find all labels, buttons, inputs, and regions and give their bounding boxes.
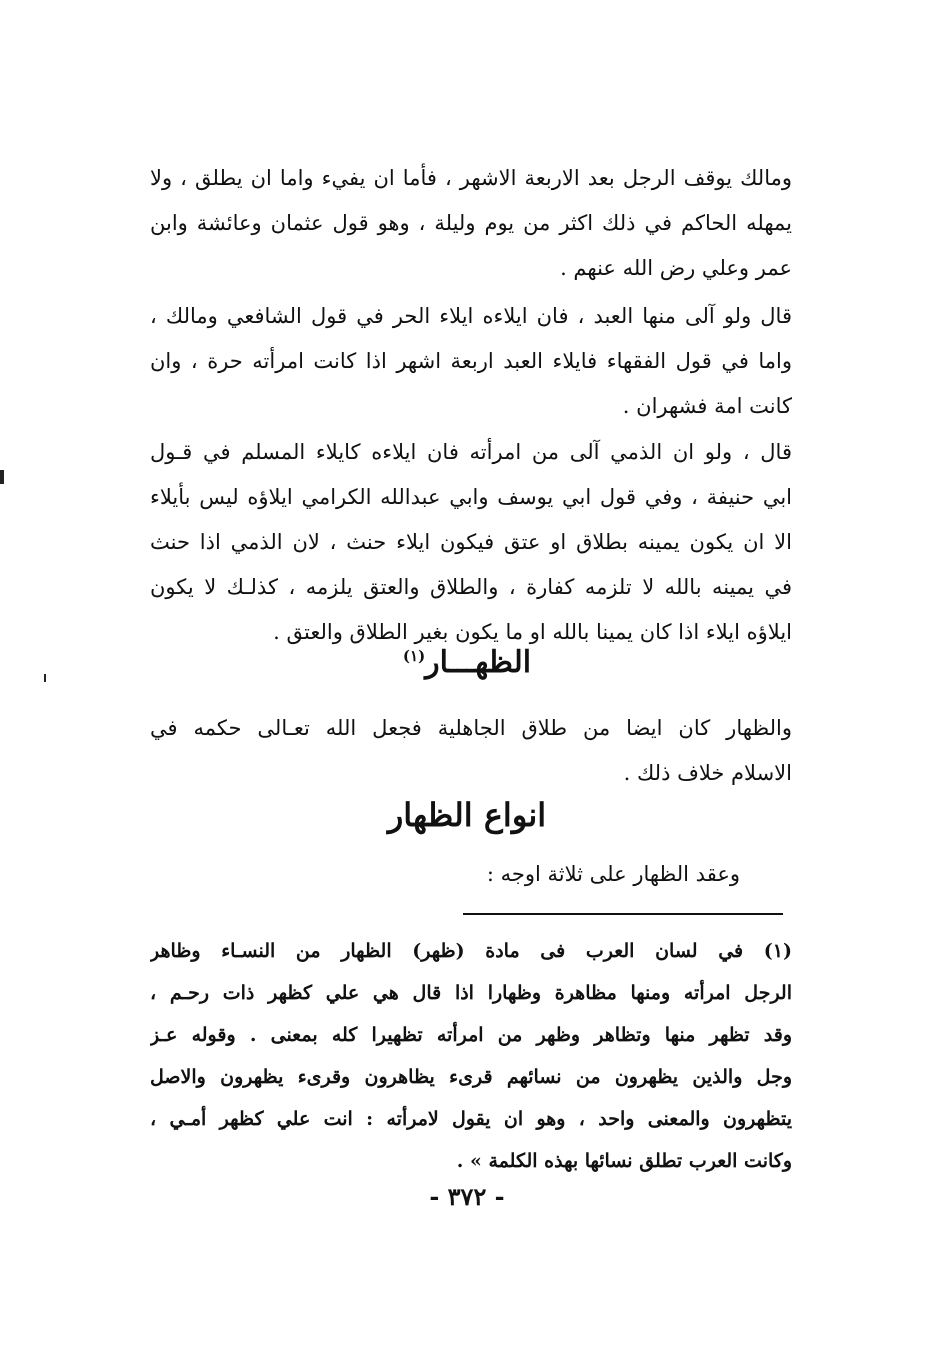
paragraph-line: ومالك يوقف الرجل بعد الاربعة الاشهر ، فأما ان يفيء واما ان يطلق ، ولا	[150, 166, 792, 190]
scan-mark	[44, 674, 46, 682]
paragraph-line: واما في قول الفقهاء فايلاء العبد اربعة اشهر اذا كانت امرأته حرة ، وان	[150, 349, 792, 373]
types-heading	[0, 796, 934, 834]
paragraph-4	[150, 706, 792, 796]
scan-mark	[0, 470, 4, 484]
footnote-ref: (١)	[402, 647, 426, 665]
paragraph-2	[150, 294, 792, 429]
footnote	[150, 930, 792, 1182]
paragraph-line: ابي حنيفة ، وفي قول ابي يوسف وابي عبدالله الكرامي ايلاؤه ليس بأيلاء	[150, 485, 792, 509]
paragraph-line: عمر وعلي رض الله عنهم .	[560, 256, 792, 280]
paragraph-3	[150, 430, 792, 655]
paragraph-line: كانت امة فشهران .	[622, 394, 792, 418]
paragraph-1	[150, 156, 792, 291]
footnote-line: وكانت العرب تطلق نسائها بهذه الكلمة » .	[456, 1150, 792, 1172]
footnote-line: (١) في لسان العرب فى مادة (ظهر) الظهار من النسـاء وظاهر	[150, 940, 792, 962]
paragraph-line: الا ان يكون يمينه بطلاق او عتق فيكون ايلاء حنث ، لان الذمي اذا حنث	[150, 530, 792, 554]
page-number: - ٣٧٢ -	[429, 1182, 505, 1211]
types-title: انواع الظهار	[387, 796, 547, 834]
paragraph-line: في يمينه بالله لا تلزمه كفارة ، والطلاق والعتق يلزمه ، كذلـك لا يكون	[150, 575, 792, 599]
paragraph-line: الاسلام خلاف ذلك .	[623, 761, 792, 785]
paragraph-5	[150, 852, 792, 897]
paragraph-line: ايلاؤه ايلاء اذا كان يمينا بالله او ما يكون بغير الطلاق والعتق .	[273, 620, 792, 644]
footnote-line: وجل والذين يظهرون من نسائهم قرىء يظاهرون وقرىء يظهرون والاصل	[150, 1066, 792, 1088]
paragraph-line: قال ولو آلى منها العبد ، فان ايلاءه ايلاء الحر في قول الشافعي ومالك ،	[150, 304, 792, 328]
footnote-line: الرجل امرأته ومنها مظاهرة وظهارا اذا قال هي علي كظهر ذات رحـم ،	[150, 982, 792, 1004]
footnote-line: وقد تظهر منها وتظاهر وظهر من امرأته تظهيرا كله بمعنى . وقوله عـز	[150, 1024, 792, 1046]
paragraph-line: والظهار كان ايضا من طلاق الجاهلية فجعل الله تعـالى حكمه في	[150, 716, 792, 740]
zihar-heading	[0, 645, 934, 680]
footnote-line: يتظهرون والمعنى واحد ، وهو ان يقول لامرأته : انت علي كظهر أمـي ،	[150, 1108, 792, 1130]
paragraph-line: وعقد الظهار على ثلاثة اوجه :	[486, 862, 740, 886]
footnote-divider	[463, 913, 783, 915]
paragraph-line: يمهله الحاكم في ذلك اكثر من يوم وليلة ، وهو قول عثمان وعائشة وابن	[150, 211, 792, 235]
paragraph-line: قال ، ولو ان الذمي آلى من امرأته فان ايلاءه كايلاء المسلم في قـول	[150, 440, 792, 464]
zihar-title: الظهـــار	[425, 645, 532, 680]
